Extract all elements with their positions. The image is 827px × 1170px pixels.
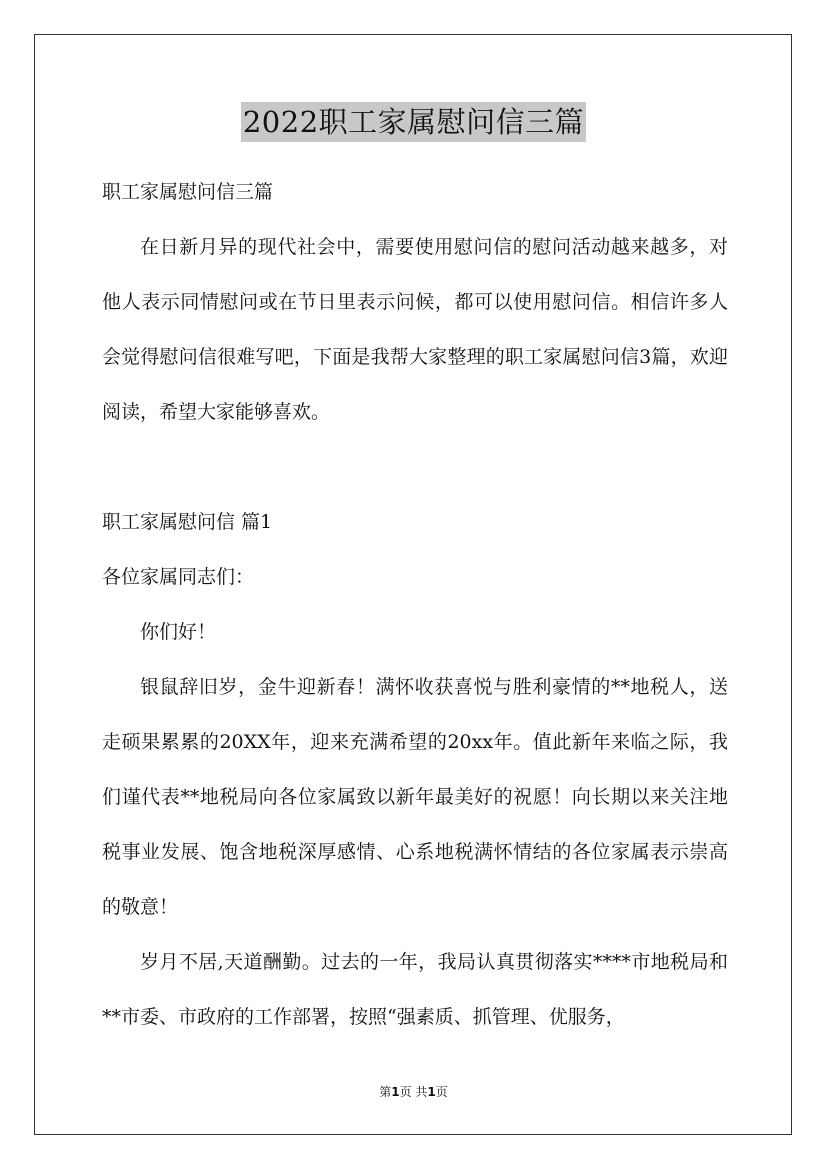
footer-page-suffix: 页 — [435, 1085, 448, 1099]
salutation: 各位家属同志们： — [102, 566, 255, 588]
body-paragraph-2: 岁月不居,天道酬勤。过去的一年，我局认真贯彻落实****市地税局和**市委、市政府的工作部署，按照“强素质、抓管理、优服务， — [102, 951, 728, 1028]
document-body — [102, 165, 728, 1045]
footer-page-mid: 页 共 — [399, 1085, 428, 1099]
intro-paragraph: 在日新月异的现代社会中，需要使用慰问信的慰问活动越来越多，对他人表示同情慰问或在节日里表示问候，都可以使用慰问信。相信许多人会觉得慰问信很难写吧，下面是我帮大家整理的职工家属慰问信3篇，欢迎阅读，希望大家能够喜欢。 — [102, 236, 728, 423]
footer-page-prefix: 第 — [379, 1085, 392, 1099]
greeting: 你们好！ — [140, 621, 217, 643]
document-title: 2022职工家属慰问信三篇 — [241, 102, 586, 142]
footer-page-total: 1 — [427, 1085, 436, 1099]
section-heading: 职工家属慰问信 篇1 — [102, 511, 273, 533]
body-paragraph-1: 银鼠辞旧岁，金牛迎新春！满怀收获喜悦与胜利豪情的**地税人，送走硕果累累的20XX年，迎来充满希望的20xx年。值此新年来临之际，我们谨代表**地税局向各位家属致以新年最美好的祝愿！向长期以来关注地税事业发展、饱含地税深厚感情、心系地税满怀情结的各位家属表示崇高的敬意！ — [102, 676, 728, 918]
footer-page-number: 1 — [391, 1085, 400, 1099]
paragraph-gap — [102, 440, 728, 495]
page-footer — [0, 1083, 827, 1101]
title-container — [0, 102, 827, 142]
document-subtitle: 职工家属慰问信三篇 — [102, 181, 274, 203]
